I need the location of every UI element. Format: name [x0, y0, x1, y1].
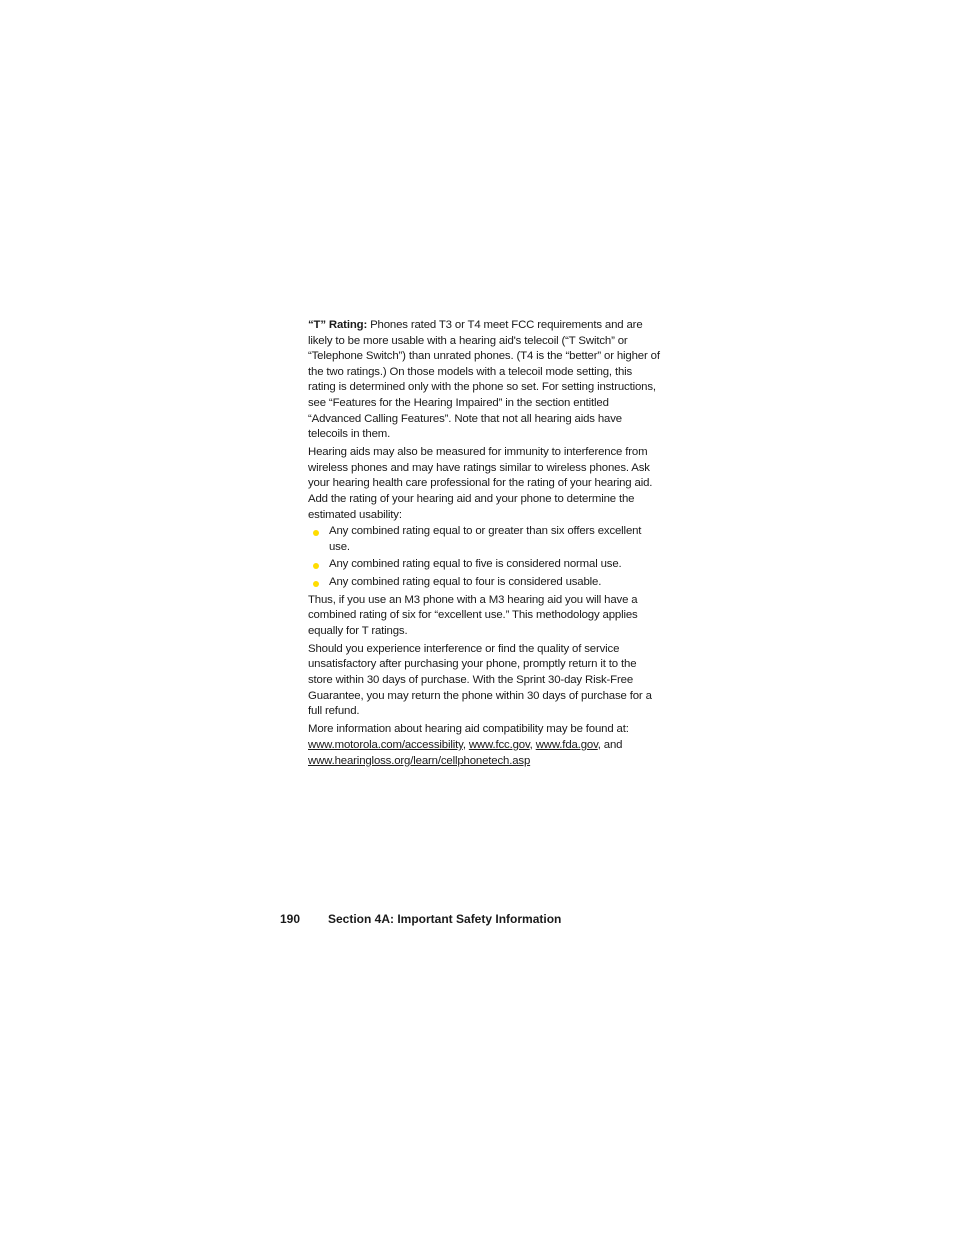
separator: , — [529, 738, 536, 751]
bullet-icon — [313, 530, 319, 536]
fda-link[interactable]: www.fda.gov — [535, 738, 598, 751]
hearingloss-link[interactable]: www.hearingloss.org/learn/cellphonetech.asp — [308, 754, 531, 767]
refund-paragraph: Should you experience interference or find the quality of service unsatisfactory after purchasing your phone, promptly return it to the store within 30 days of purchase. With the Sprint 30-day Risk-Free Guarantee, you may return the phone within 30 days of purchase for a full refund. — [308, 642, 652, 718]
list-item — [308, 557, 662, 573]
t-rating-paragraph — [308, 318, 662, 443]
bullet-icon — [313, 563, 319, 569]
t-rating-text: Phones rated T3 or T4 meet FCC requirements and are likely to be more usable with a hearing aid's telecoil (“T Switch” or “Telephone Switch”) than unrated phones. (T4 is the “better” or higher of the two ratings.) On those models with a telecoil mode setting, this rating is determined only with the phone so set. For setting instructions, see “Features for the Hearing Impaired” in the section entitled “Advanced Calling Features”. Note that not all hearing aids have telecoils in them. — [308, 319, 660, 441]
list-item — [308, 575, 662, 591]
document-body — [308, 318, 662, 772]
list-item — [308, 524, 662, 555]
bullet-icon — [313, 581, 319, 587]
list-item-text: Any combined rating equal to five is considered normal use. — [329, 558, 622, 571]
motorola-link[interactable]: www.motorola.com/accessibility — [308, 738, 463, 751]
t-rating-label: “T” Rating: — [308, 319, 368, 331]
section-title: Section 4A: Important Safety Information — [328, 912, 562, 926]
separator: , — [462, 738, 469, 751]
separator: , and — [597, 738, 623, 751]
fcc-link[interactable]: www.fcc.gov — [468, 738, 530, 751]
page-number: 190 — [280, 912, 301, 926]
more-info-intro: More information about hearing aid compatibility may be found at: — [308, 723, 629, 736]
more-info-paragraph — [308, 722, 662, 769]
example-paragraph: Thus, if you use an M3 phone with a M3 hearing aid you will have a combined rating of six for “excellent use.” This methodology applies equally for T ratings. — [308, 593, 638, 637]
list-item-text: Any combined rating equal to four is considered usable. — [329, 576, 602, 588]
list-item-text: Any combined rating equal to or greater than six offers excellent use. — [329, 525, 642, 553]
page-footer — [280, 912, 561, 926]
immunity-paragraph: Hearing aids may also be measured for immunity to interference from wireless phones and may have ratings similar to wireless phones. Ask your hearing health care professional for the rating of your hearing aid. Add the rating of your hearing aid and your phone to determine the estimated usability: — [308, 446, 653, 521]
usability-list — [308, 524, 662, 590]
